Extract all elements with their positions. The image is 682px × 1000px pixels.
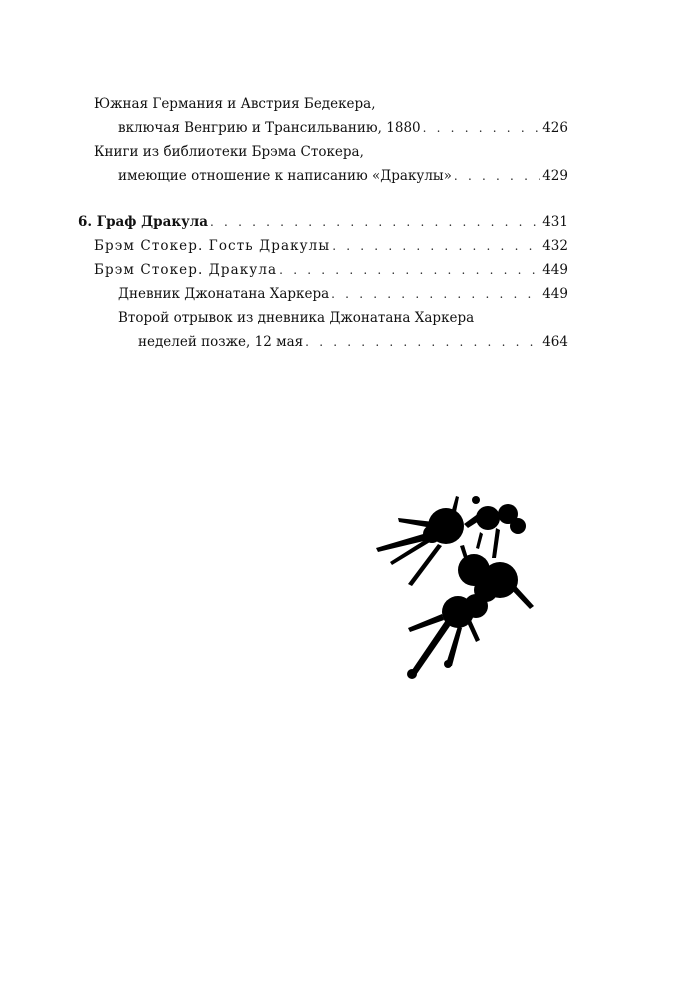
page-number: 432 bbox=[542, 238, 568, 254]
page-number: 449 bbox=[542, 262, 568, 278]
ink-splatter-icon bbox=[368, 488, 538, 688]
toc-entry-title-cont: имеющие отношение к написанию «Дракулы» bbox=[118, 168, 452, 184]
leader-dots bbox=[279, 263, 540, 277]
toc-entry-books[interactable] bbox=[78, 168, 568, 188]
leader-dots bbox=[454, 169, 540, 183]
toc-entry-baedeker-line1 bbox=[78, 96, 568, 116]
toc-entry-second-excerpt-line1 bbox=[78, 310, 568, 330]
toc-entry-title: Дневник Джонатана Харкера bbox=[118, 286, 330, 302]
leader-dots bbox=[305, 335, 540, 349]
toc-entry-title: Книги из библиотеки Брэма Стокера, bbox=[94, 144, 364, 160]
leader-dots bbox=[331, 287, 540, 301]
leader-dots bbox=[210, 215, 540, 229]
toc-entry-books-line1 bbox=[78, 144, 568, 164]
toc-entry-dracula[interactable] bbox=[78, 262, 568, 282]
page-number: 426 bbox=[542, 120, 568, 136]
toc-entry-title: Южная Германия и Австрия Бедекера, bbox=[94, 96, 376, 112]
toc-entry-guest[interactable] bbox=[78, 238, 568, 258]
page-number: 464 bbox=[542, 334, 568, 350]
toc-entry-harker-diary[interactable] bbox=[78, 286, 568, 306]
chapter-title: 6. Граф Дракула bbox=[78, 214, 209, 230]
toc-entry-second-excerpt[interactable] bbox=[78, 334, 568, 354]
toc-entry-title: Брэм Стокер. Гость Дракулы bbox=[94, 238, 331, 254]
toc-entry-baedeker[interactable] bbox=[78, 120, 568, 140]
page-number: 431 bbox=[542, 214, 568, 230]
page-number: 429 bbox=[542, 168, 568, 184]
leader-dots bbox=[423, 121, 541, 135]
toc-entry-title-cont: включая Венгрию и Трансильванию, 1880 bbox=[118, 120, 421, 136]
toc-chapter-6[interactable] bbox=[78, 214, 568, 234]
toc-entry-title-cont: неделей позже, 12 мая bbox=[138, 334, 304, 350]
toc-entry-title: Второй отрывок из дневника Джонатана Харкера bbox=[118, 310, 475, 326]
toc-entry-title: Брэм Стокер. Дракула bbox=[94, 262, 278, 278]
page-number: 449 bbox=[542, 286, 568, 302]
leader-dots bbox=[332, 239, 540, 253]
